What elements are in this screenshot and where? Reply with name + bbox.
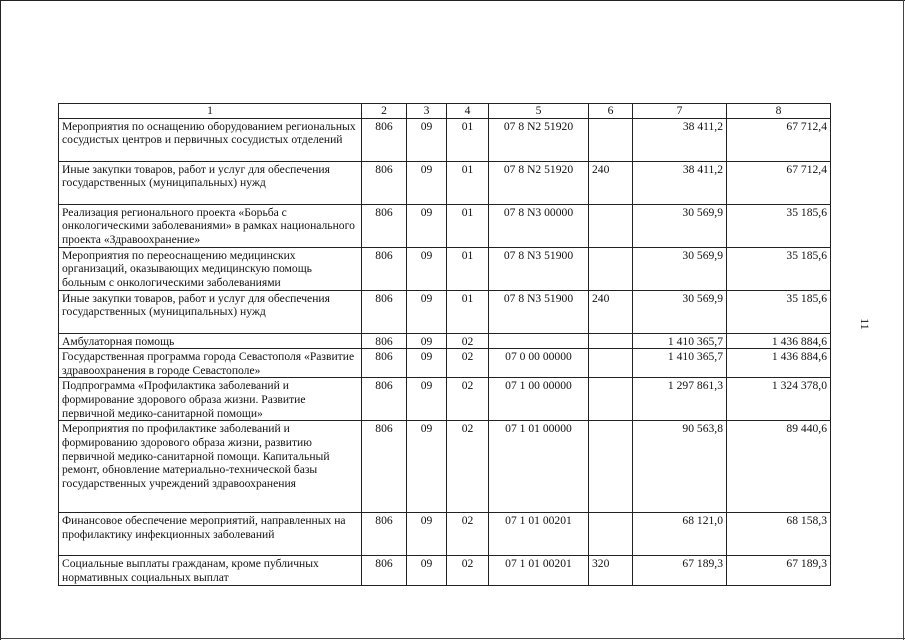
column-header: 3 <box>407 104 447 119</box>
code-subsection-cell: 02 <box>447 349 489 378</box>
amount-year2-cell: 35 185,6 <box>727 290 831 333</box>
table-row <box>59 556 831 585</box>
row-name-cell: Социальные выплаты гражданам, кроме публичных нормативных социальных выплат <box>59 556 362 585</box>
target-article-cell: 07 1 01 00201 <box>489 556 589 585</box>
amount-year1-cell: 68 121,0 <box>633 513 727 556</box>
amount-year1-cell: 1 410 365,7 <box>633 349 727 378</box>
target-article-cell: 07 8 N3 51900 <box>489 247 589 290</box>
column-header: 1 <box>59 104 362 119</box>
code-admin-cell: 806 <box>362 161 407 204</box>
amount-year2-cell: 89 440,6 <box>727 421 831 513</box>
code-subsection-cell: 01 <box>447 290 489 333</box>
code-admin-cell: 806 <box>362 378 407 421</box>
code-section-cell: 09 <box>407 247 447 290</box>
amount-year1-cell: 38 411,2 <box>633 161 727 204</box>
code-section-cell: 09 <box>407 556 447 585</box>
target-article-cell: 07 8 N3 00000 <box>489 204 589 247</box>
amount-year1-cell: 67 189,3 <box>633 556 727 585</box>
target-article-cell: 07 0 00 00000 <box>489 349 589 378</box>
code-admin-cell: 806 <box>362 247 407 290</box>
target-article-cell: 07 8 N3 51900 <box>489 290 589 333</box>
row-name-cell: Государственная программа города Севастополя «Развитие здравоохранения в городе Севастополе» <box>59 349 362 378</box>
code-section-cell: 09 <box>407 349 447 378</box>
code-section-cell: 09 <box>407 290 447 333</box>
amount-year1-cell: 38 411,2 <box>633 118 727 161</box>
code-subsection-cell: 02 <box>447 421 489 513</box>
code-subsection-cell: 02 <box>447 333 489 349</box>
target-article-cell: 07 1 01 00000 <box>489 421 589 513</box>
row-name-cell: Иные закупки товаров, работ и услуг для обеспечения государственных (муниципальных) нужд <box>59 161 362 204</box>
table-row <box>59 118 831 161</box>
amount-year1-cell: 1 410 365,7 <box>633 333 727 349</box>
row-name-cell: Мероприятия по оснащению оборудованием региональных сосудистых центров и первичных сосудистых отделений <box>59 118 362 161</box>
amount-year2-cell: 67 712,4 <box>727 118 831 161</box>
code-subsection-cell: 01 <box>447 204 489 247</box>
table-header-row <box>59 104 831 119</box>
page-border-bottom <box>0 638 905 639</box>
table-row <box>59 421 831 513</box>
expense-type-cell: 320 <box>589 556 633 585</box>
target-article-cell: 07 1 00 00000 <box>489 378 589 421</box>
amount-year1-cell: 30 569,9 <box>633 204 727 247</box>
expense-type-cell: 240 <box>589 161 633 204</box>
code-admin-cell: 806 <box>362 556 407 585</box>
column-header: 7 <box>633 104 727 119</box>
amount-year1-cell: 90 563,8 <box>633 421 727 513</box>
code-admin-cell: 806 <box>362 513 407 556</box>
amount-year2-cell: 68 158,3 <box>727 513 831 556</box>
amount-year1-cell: 30 569,9 <box>633 247 727 290</box>
column-header: 6 <box>589 104 633 119</box>
table-row <box>59 333 831 349</box>
page-border-left <box>0 0 1 640</box>
amount-year2-cell: 67 712,4 <box>727 161 831 204</box>
target-article-cell: 07 8 N2 51920 <box>489 161 589 204</box>
amount-year2-cell: 35 185,6 <box>727 204 831 247</box>
code-subsection-cell: 01 <box>447 118 489 161</box>
row-name-cell: Реализация регионального проекта «Борьба с онкологическими заболеваниями» в рамках национального проекта «Здравоохранение» <box>59 204 362 247</box>
expense-type-cell <box>589 333 633 349</box>
code-section-cell: 09 <box>407 333 447 349</box>
row-name-cell: Мероприятия по профилактике заболеваний и формированию здорового образа жизни, развитию первичной медико-санитарной помощи. Капитальный ремонт, обновление материально-технической базы государственных учреждений здравоохранения <box>59 421 362 513</box>
expense-type-cell <box>589 513 633 556</box>
table-row <box>59 247 831 290</box>
budget-table <box>58 103 831 586</box>
page-border-top <box>0 0 905 1</box>
code-admin-cell: 806 <box>362 204 407 247</box>
amount-year1-cell: 1 297 861,3 <box>633 378 727 421</box>
code-admin-cell: 806 <box>362 421 407 513</box>
code-admin-cell: 806 <box>362 349 407 378</box>
table-row <box>59 161 831 204</box>
code-section-cell: 09 <box>407 513 447 556</box>
code-section-cell: 09 <box>407 161 447 204</box>
row-name-cell: Финансовое обеспечение мероприятий, направленных на профилактику инфекционных заболеваний <box>59 513 362 556</box>
page-border-right <box>903 0 904 640</box>
row-name-cell: Подпрограмма «Профилактика заболеваний и формирование здорового образа жизни. Развитие первичной медико-санитарной помощи» <box>59 378 362 421</box>
row-name-cell: Мероприятия по переоснащению медицинских организаций, оказывающих медицинскую помощь больным с онкологическими заболеваниями <box>59 247 362 290</box>
row-name-cell: Иные закупки товаров, работ и услуг для обеспечения государственных (муниципальных) нужд <box>59 290 362 333</box>
table-row <box>59 349 831 378</box>
table-row <box>59 378 831 421</box>
row-name-cell: Амбулаторная помощь <box>59 333 362 349</box>
table-row <box>59 290 831 333</box>
amount-year2-cell: 1 436 884,6 <box>727 349 831 378</box>
code-subsection-cell: 01 <box>447 161 489 204</box>
code-admin-cell: 806 <box>362 333 407 349</box>
code-section-cell: 09 <box>407 118 447 161</box>
code-section-cell: 09 <box>407 204 447 247</box>
target-article-cell <box>489 333 589 349</box>
column-header: 8 <box>727 104 831 119</box>
code-subsection-cell: 02 <box>447 513 489 556</box>
code-section-cell: 09 <box>407 421 447 513</box>
target-article-cell: 07 8 N2 51920 <box>489 118 589 161</box>
code-subsection-cell: 01 <box>447 247 489 290</box>
code-section-cell: 09 <box>407 378 447 421</box>
code-admin-cell: 806 <box>362 290 407 333</box>
expense-type-cell <box>589 118 633 161</box>
amount-year2-cell: 67 189,3 <box>727 556 831 585</box>
page-number: 11 <box>858 318 872 330</box>
expense-type-cell <box>589 247 633 290</box>
code-subsection-cell: 02 <box>447 378 489 421</box>
amount-year2-cell: 1 324 378,0 <box>727 378 831 421</box>
expense-type-cell: 240 <box>589 290 633 333</box>
amount-year1-cell: 30 569,9 <box>633 290 727 333</box>
code-admin-cell: 806 <box>362 118 407 161</box>
amount-year2-cell: 1 436 884,6 <box>727 333 831 349</box>
expense-type-cell <box>589 204 633 247</box>
column-header: 2 <box>362 104 407 119</box>
target-article-cell: 07 1 01 00201 <box>489 513 589 556</box>
expense-type-cell <box>589 421 633 513</box>
code-subsection-cell: 02 <box>447 556 489 585</box>
table-row <box>59 513 831 556</box>
amount-year2-cell: 35 185,6 <box>727 247 831 290</box>
column-header: 4 <box>447 104 489 119</box>
expense-type-cell <box>589 349 633 378</box>
table-row <box>59 204 831 247</box>
expense-type-cell <box>589 378 633 421</box>
column-header: 5 <box>489 104 589 119</box>
